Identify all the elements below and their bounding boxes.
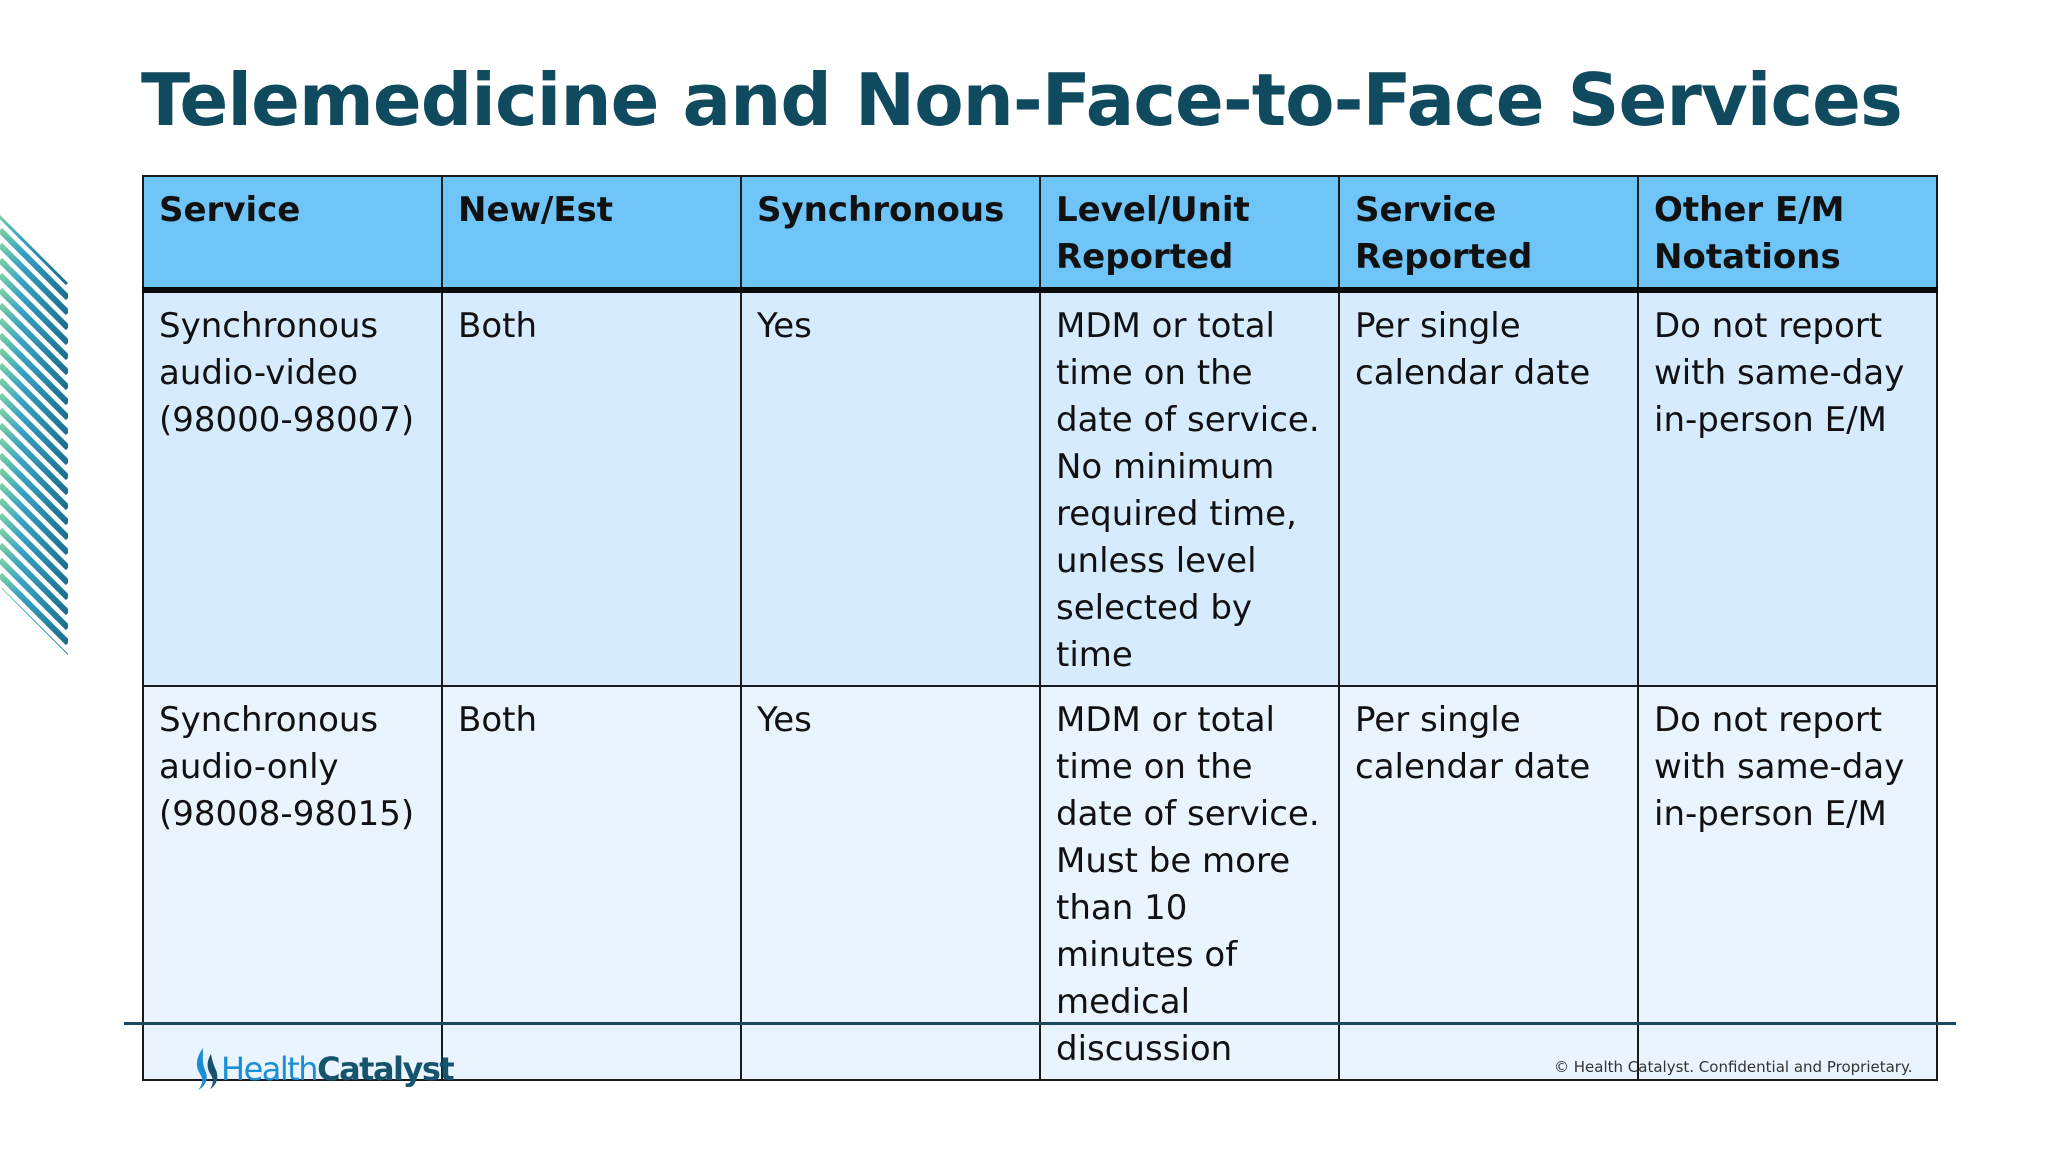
logo-wordmark-catalyst: Catalyst (317, 1050, 454, 1088)
cell-new-est: Both (442, 686, 741, 1080)
cell-level-unit: MDM or total time on the date of service. No minimum required time, unless level selected by time (1040, 290, 1339, 686)
health-catalyst-logo (192, 1046, 453, 1092)
cell-service: Synchronous audio-only (98008-98015) (143, 686, 442, 1080)
header-other-notations: Other E/M Notations (1638, 176, 1937, 290)
cell-service-reported: Per single calendar date (1339, 290, 1638, 686)
table-header-row (143, 176, 1937, 290)
cell-other-notations: Do not report with same-day in-person E/M (1638, 686, 1937, 1080)
header-new-est: New/Est (442, 176, 741, 290)
slide-title: Telemedicine and Non-Face-to-Face Services (141, 58, 1902, 142)
table-row (143, 290, 1937, 686)
cell-synchronous: Yes (741, 290, 1040, 686)
diagonal-stripes-decoration (0, 215, 68, 655)
stripe-line (0, 635, 68, 655)
footer-divider (124, 1022, 1956, 1025)
header-synchronous: Synchronous (741, 176, 1040, 290)
stripe-line (0, 650, 68, 655)
table-row (143, 686, 1937, 1080)
flame-logo-icon (192, 1046, 220, 1092)
copyright-notice: © Health Catalyst. Confidential and Proprietary. (1554, 1058, 1913, 1076)
header-service: Service (143, 176, 442, 290)
cell-synchronous: Yes (741, 686, 1040, 1080)
services-table (142, 175, 1938, 1081)
stripe-line (0, 215, 68, 223)
logo-wordmark (221, 1050, 453, 1088)
logo-wordmark-health: Health (221, 1050, 318, 1088)
cell-service-reported: Per single calendar date (1339, 686, 1638, 1080)
cell-other-notations: Do not report with same-day in-person E/M (1638, 290, 1937, 686)
cell-service: Synchronous audio-video (98000-98007) (143, 290, 442, 686)
stripe-line (0, 215, 68, 253)
cell-level-unit: MDM or total time on the date of service. Must be more than 10 minutes of medical discussion (1040, 686, 1339, 1080)
stripe-line (0, 620, 68, 655)
header-service-reported: Service Reported (1339, 176, 1638, 290)
header-level-unit: Level/Unit Reported (1040, 176, 1339, 290)
cell-new-est: Both (442, 290, 741, 686)
